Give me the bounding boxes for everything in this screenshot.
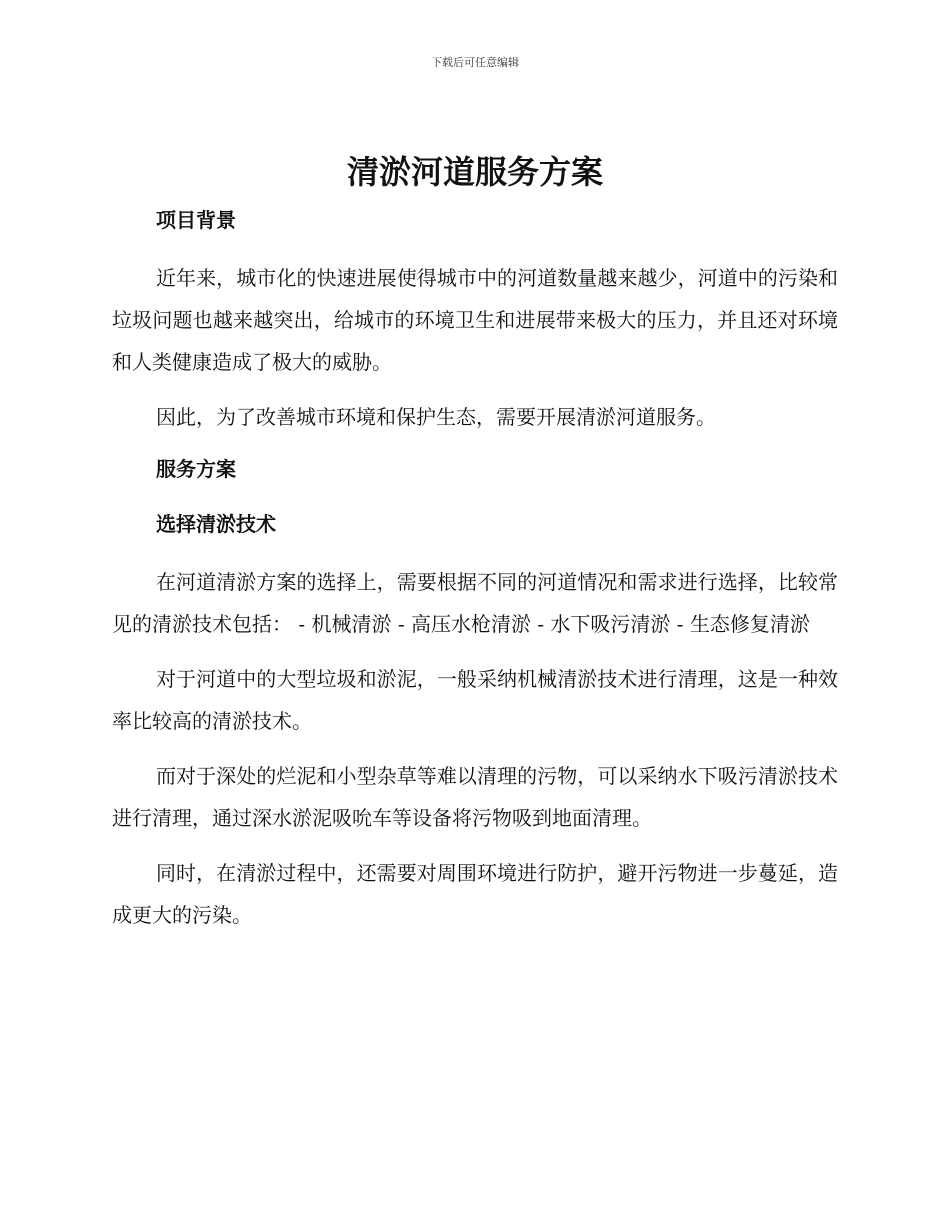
header-note: 下载后可任意编辑	[431, 56, 519, 69]
paragraph-protection: 同时，在清淤过程中，还需要对周围环境进行防护，避开污物进一步蔓延，造成更大的污染。	[112, 861, 838, 927]
paragraph-background: 近年来，城市化的快速进展使得城市中的河道数量越来越少，河道中的污染和垃圾问题也越来越突出，给城市的环境卫生和进展带来极大的压力，并且还对环境和人类健康造成了极大的威胁。	[112, 266, 838, 374]
paragraph-techniques: 在河道清淤方案的选择上，需要根据不同的河道情况和需求进行选择，比较常见的清淤技术包括： - 机械清淤 - 高压水枪清淤 - 水下吸污清淤 - 生态修复清淤	[112, 570, 838, 636]
section-heading-service-plan: 服务方案	[156, 457, 236, 481]
document-body	[112, 202, 838, 949]
document-title: 清淤河道服务方案	[346, 153, 603, 191]
section-heading-background: 项目背景	[156, 208, 236, 232]
paragraph-underwater: 而对于深处的烂泥和小型杂草等难以清理的污物，可以采纳水下吸污清淤技术进行清理，通过深水淤泥吸吮车等设备将污物吸到地面清理。	[112, 764, 838, 830]
paragraph-purpose: 因此，为了改善城市环境和保护生态，需要开展清淤河道服务。	[156, 405, 716, 429]
paragraph-mechanical: 对于河道中的大型垃圾和淤泥，一般采纳机械清淤技术进行清理，这是一种效率比较高的清淤技术。	[112, 667, 838, 733]
subsection-heading-technique: 选择清淤技术	[156, 512, 276, 536]
